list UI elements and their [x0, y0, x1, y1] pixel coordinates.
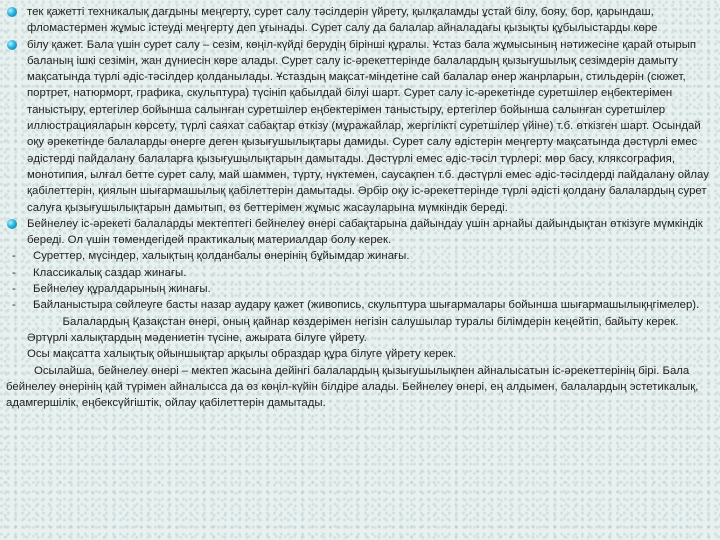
dash-item: [6, 281, 714, 297]
dash-item: [6, 265, 714, 281]
round-bullet-icon: [7, 7, 17, 17]
dash-marker: -: [12, 299, 16, 312]
bullet-text: тек қажетті техникалық дағдыны меңгерту, сурет салу тәсілдерін үйрету, қылқаламды ұстай білу, бояу, бор, қарындаш, фломастермен жұмыс істеуді меңгерту деп ұғынады. Сурет салу да балалар айналадағы қызықты құбылыстарды көре: [27, 6, 658, 35]
paragraph: Осылайша, бейнелеу өнері – мектеп жасына дейінгі балалардың қызығушылықпен айналысатын іс-әрекеттерінің бірі. Бала бейнелеу өнерінің қай түрімен айналысса да өз көңіл-күйін білдіре алады. Бейнелеу өнері, ең алдымен, балалардың эстетикалық, адамгершілік, еңбексүйгіштік, ойлау қабілеттерін дамытады.: [6, 364, 699, 410]
paragraph: Осы мақсатта халықтық ойыншықтар арқылы образдар құра білуге үйрету керек.: [27, 348, 457, 361]
bullet-text: білу қажет. Бала үшін сурет салу – сезім, көңіл-күйді берудің бірінші құралы. Ұстаз бала жұмысының нәтижесіне қарай отырып баланың ішкі сезімін, жан дүниесін көре алады. Сурет салу іс-әрекеттерінде балалардың қызығушылық сезімдерін дамыту мақсатында түрлі әдіс-тәсілдер қолданылады. Ұстаздың мақсат-міндетіне сай балалар өнер жанрларын, стильдерін (сюжет, портрет, натюрморт, графика, скульптура) түсініп қабылдай білуі шарт. Сурет салу іс-әрекетінде суретшілер еңбектерімен таныстыру, ертегілер бойынша салынған суретшілер еңбектерімен таныстыру, ертегілер бойынша салынған суретшілер иллюстрацияларын көрсету, түрлі саяхат сабақтар өткізу (мұражайлар, жергілікті суретшілер үйіне) т.б. өткізген шарт. Осындай оқу әрекетінде балаларды өнерге деген қызығушылықтары дамиды. Сурет салу әдістерін меңгерту мақсатында дәстүрлі емес әдістерді пайдалану балаларға қызығушылықтарын дамытады. Дәстүрлі емес әдіс-тәсіл түрлері: мөр басу, кляксография, монотипия, ылғал бетте сурет салу, май шаммен, түрту, нүктемен, саусақпен т.б. дәстүрлі емес әдіс-тәсілдерді пайдалану ойлау қабілеттерін, қиялын шығармашылық қабілеттерін дамытады. Әрбір оқу іс-әрекеттерінде түрлі әдісті қолдану балалардың сурет салуға қызығушылықтарын дамытып, өз беттерімен жұмыс жасауларына мүмкіндік береді.: [27, 38, 709, 214]
dash-text: Байланыстыра сөйлеуге басты назар аудару қажет (живопись, скульптура шығармалары бойынша шығармашылықңгімелер).: [33, 299, 700, 312]
round-bullet-icon: [7, 40, 17, 50]
paragraph: Балалардың Қазақстан өнері, оның қайнар көздерімен негізін салушылар туралы білімдерін кеңейтіп, байыту керек.: [62, 315, 679, 328]
dash-text: Классикалық саздар жинағы.: [33, 266, 187, 279]
dash-item: [6, 297, 714, 313]
dash-text: Бейнелеу құралдарының жинағы.: [33, 283, 211, 296]
dash-text: Суреттер, мүсіндер, халықтың қолданбалы өнерінің бұйымдар жинағы.: [33, 250, 410, 263]
dash-marker: -: [12, 266, 16, 279]
bullet-text: Бейнелеу іс-әрекеті балаларды мектептегі бейнелеу өнері сабақтарына дайындау үшін арнайы дайындықтан өткізуге мүмкіндік береді. Ол үшін төмендегідей практикалық материалдар болу керек.: [27, 217, 703, 247]
round-bullet-icon: [7, 219, 17, 229]
bullet-item: [6, 4, 714, 37]
dash-item: [6, 248, 714, 264]
paragraph: Әртүрлі халықтардың мәдениетін түсіне, ажырата білуге үйрету.: [27, 331, 367, 344]
bullet-item: [6, 216, 714, 249]
bullet-item: [6, 37, 714, 216]
dash-marker: -: [12, 283, 16, 296]
dash-marker: -: [12, 250, 16, 263]
